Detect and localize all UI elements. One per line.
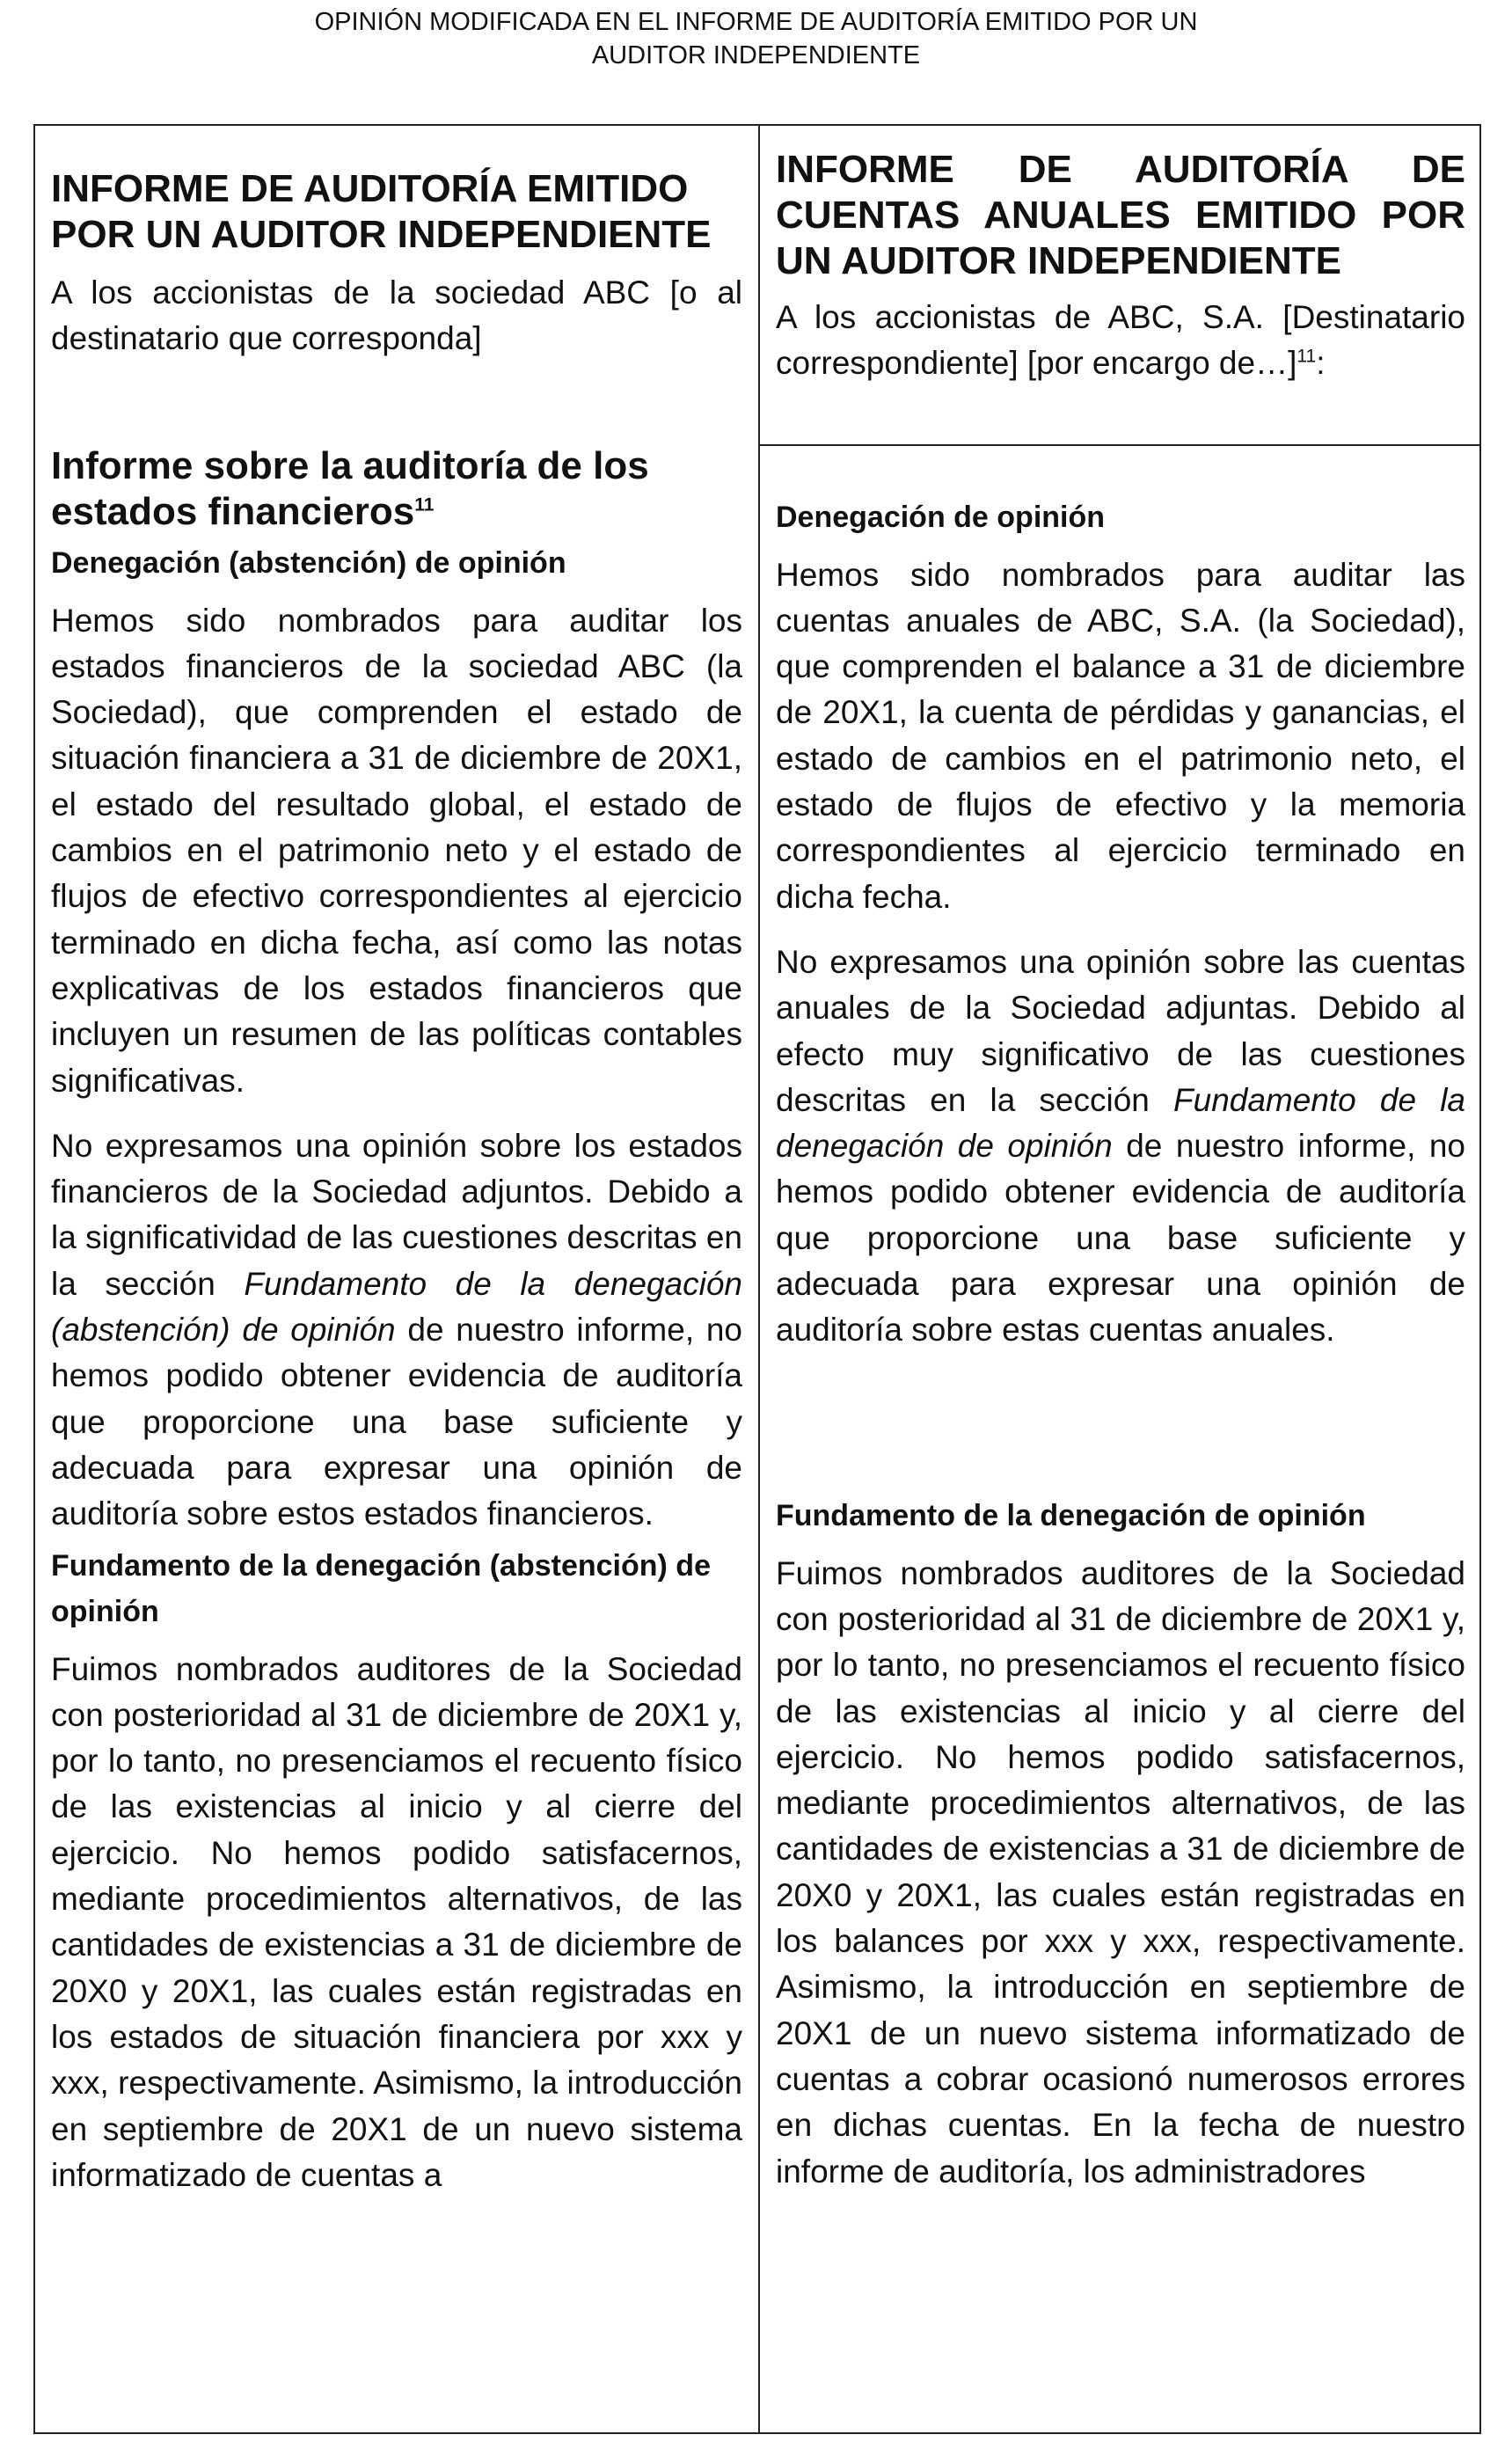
left-section-title-text: Informe sobre la auditoría de los estados financieros — [51, 443, 649, 533]
left-section-title — [51, 443, 742, 535]
right-p2-text-b: de nuestro informe, no hemos podido obtener evidencia de auditoría que proporcione una base suficiente y adecuada para expresar una opinión de auditoría sobre estas cuentas anuales. — [776, 1128, 1466, 1349]
left-paragraph-3: Fuimos nombrados auditores de la Sociedad con posterioridad al 31 de diciembre de 20X1 y, por lo tanto, no presenciamos el recuento físico de las existencias al inicio y al cierre del ejercicio. No hemos podido satisfacernos, mediante procedimientos alternativos, de las cantidades de existencias a 31 de diciembre de 20X0 y 20X1, las cuales están registradas en los estados de situación financiera por xxx y xxx, respectivamente. Asimismo, la introducción en septiembre de 20X1 de un nuevo sistema informatizado de cuentas a — [51, 1650, 742, 2193]
right-paragraph-3: Fuimos nombrados auditores de la Sociedad con posterioridad al 31 de diciembre de 20X1 y, por lo tanto, no presenciamos el recuento físico de las existencias al inicio y al cierre del ejercicio. No hemos podido satisfacernos, mediante procedimientos alternativos, de las cantidades de existencias a 31 de diciembre de 20X0 y 20X1, las cuales están registradas en los balances por xxx y xxx, respectivamente. Asimismo, la introducción en septiembre de 20X1 de un nuevo sistema informatizado de cuentas a cobrar ocasionó numerosos errores en dichas cuentas. En la fecha de nuestro informe de auditoría, los administradores — [776, 1554, 1465, 2190]
right-p2-italic: Fundamento de la denegación de opinión — [776, 1081, 1465, 1165]
right-column — [760, 126, 1481, 2432]
left-report-title: INFORME DE AUDITORÍA EMITIDO POR UN AUDITOR INDEPENDIENTE — [51, 167, 712, 256]
left-section-footnote: 11 — [414, 494, 435, 515]
left-p2-text-b: de nuestro informe, no hemos podido obtener evidencia de auditoría que proporcione una base suficiente y adecuada para expresar una opinión de auditoría sobre estos estados financieros. — [51, 1312, 743, 1532]
right-paragraph-2 — [776, 940, 1465, 1354]
page-header-line2: AUDITOR INDEPENDIENTE — [591, 41, 921, 69]
right-p2-text-a: No expresamos una opinión sobre las cuentas anuales de la Sociedad adjuntas. Debido al efecto muy significativo de las cuestiones descritas en la sección — [776, 943, 1465, 1118]
right-addressee — [776, 295, 1465, 387]
right-addressee-end: : — [1316, 345, 1326, 382]
left-addressee: A los accionistas de la sociedad ABC [o al destinatario que corresponda] — [51, 274, 742, 357]
left-p2-text-a: No expresamos una opinión sobre los estados financieros de la Sociedad adjuntos. Debido a la significatividad de las cuestiones descritas en la sección — [51, 1127, 742, 1302]
left-column — [35, 126, 758, 2432]
right-addressee-text: A los accionistas de ABC, S.A. [Destinatario correspondiente] [por encargo de…] — [776, 299, 1465, 382]
left-basis-heading: Fundamento de la denegación (abstención) de opinión — [51, 1548, 711, 1628]
right-opinion-heading: Denegación de opinión — [776, 500, 1106, 534]
page-header — [0, 5, 1512, 72]
right-addressee-footnote: 11 — [1297, 346, 1317, 367]
left-opinion-heading: Denegación (abstención) de opinión — [51, 545, 566, 580]
left-p2-italic: Fundamento de la denegación (abstención) de opinión — [51, 1265, 743, 1349]
left-paragraph-1: Hemos sido nombrados para auditar los estados financieros de la sociedad ABC (la Sociedad), que comprenden el estado de situación financiera a 31 de diciembre de 20X1, el estado del resultado global, el estado de cambios en el patrimonio neto y el estado de flujos de efectivo correspondientes al ejercicio terminado en dicha fecha, así como las notas explicativas de los estados financieros que incluyen un resumen de las políticas contables significativas. — [51, 602, 742, 1099]
left-paragraph-2 — [51, 1123, 742, 1538]
comparison-table — [33, 124, 1481, 2434]
right-basis-heading: Fundamento de la denegación de opinión — [776, 1498, 1366, 1532]
right-paragraph-1: Hemos sido nombrados para auditar las cuentas anuales de ABC, S.A. (la Sociedad), que comprenden el balance a 31 de diciembre de 20X1, la cuenta de pérdidas y ganancias, el estado de cambios en el patrimonio neto, el estado de flujos de efectivo y la memoria correspondientes al ejercicio terminado en dicha fecha. — [776, 556, 1465, 915]
page-header-line1: OPINIÓN MODIFICADA EN EL INFORME DE AUDITORÍA EMITIDO POR UN — [314, 8, 1198, 36]
right-report-title: INFORME DE AUDITORÍA DE CUENTAS ANUALES EMITIDO POR UN AUDITOR INDEPENDIENTE — [776, 148, 1465, 282]
